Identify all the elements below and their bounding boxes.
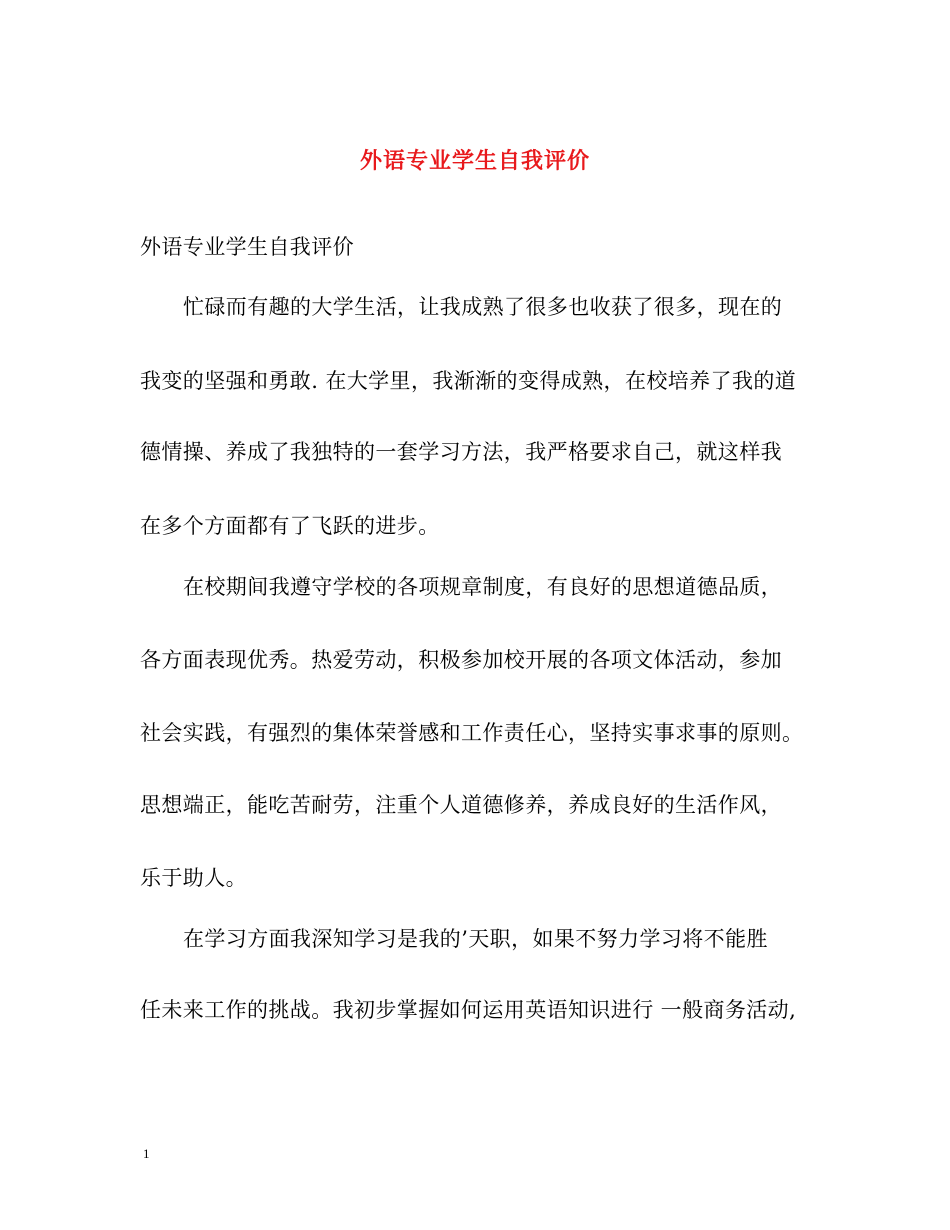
paragraph-line: 任未来工作的挑战。我初步掌握如何运用英语知识进行 一般商务活动, — [140, 998, 797, 1022]
page-number: 1 — [143, 1146, 150, 1161]
paragraph-line: 在多个方面都有了飞跃的进步。 — [140, 514, 440, 538]
paragraph-line: 思想端正，能吃苦耐劳，注重个人道德修养，养成良好的生活作风， — [140, 793, 782, 817]
paragraph-line: 忙碌而有趣的大学生活，让我成熟了很多也收获了很多，现在的 — [183, 295, 783, 319]
paragraph-line: 在校期间我遵守学校的各项规章制度，有良好的思想道德品质， — [183, 575, 783, 599]
paragraph-line: 我变的坚强和勇敢. 在大学里，我渐渐的变得成熟，在校培养了我的道 — [140, 369, 797, 393]
paragraph-line: 乐于助人。 — [140, 866, 247, 890]
paragraph-line: 德情操、养成了我独特的一套学习方法，我严格要求自己，就这样我 — [140, 440, 782, 464]
paragraph-line: 各方面表现优秀。热爱劳动，积极参加校开展的各项文体活动，参加 — [140, 648, 782, 672]
paragraph-line: 社会实践，有强烈的集体荣誉感和工作责任心，坚持实事求事的原则。 — [140, 721, 804, 745]
document-title: 外语专业学生自我评价 — [359, 148, 590, 174]
paragraph-line: 在学习方面我深知学习是我的’天职，如果不努力学习将不能胜 — [183, 927, 768, 951]
document-subtitle: 外语专业学生自我评价 — [140, 235, 354, 259]
